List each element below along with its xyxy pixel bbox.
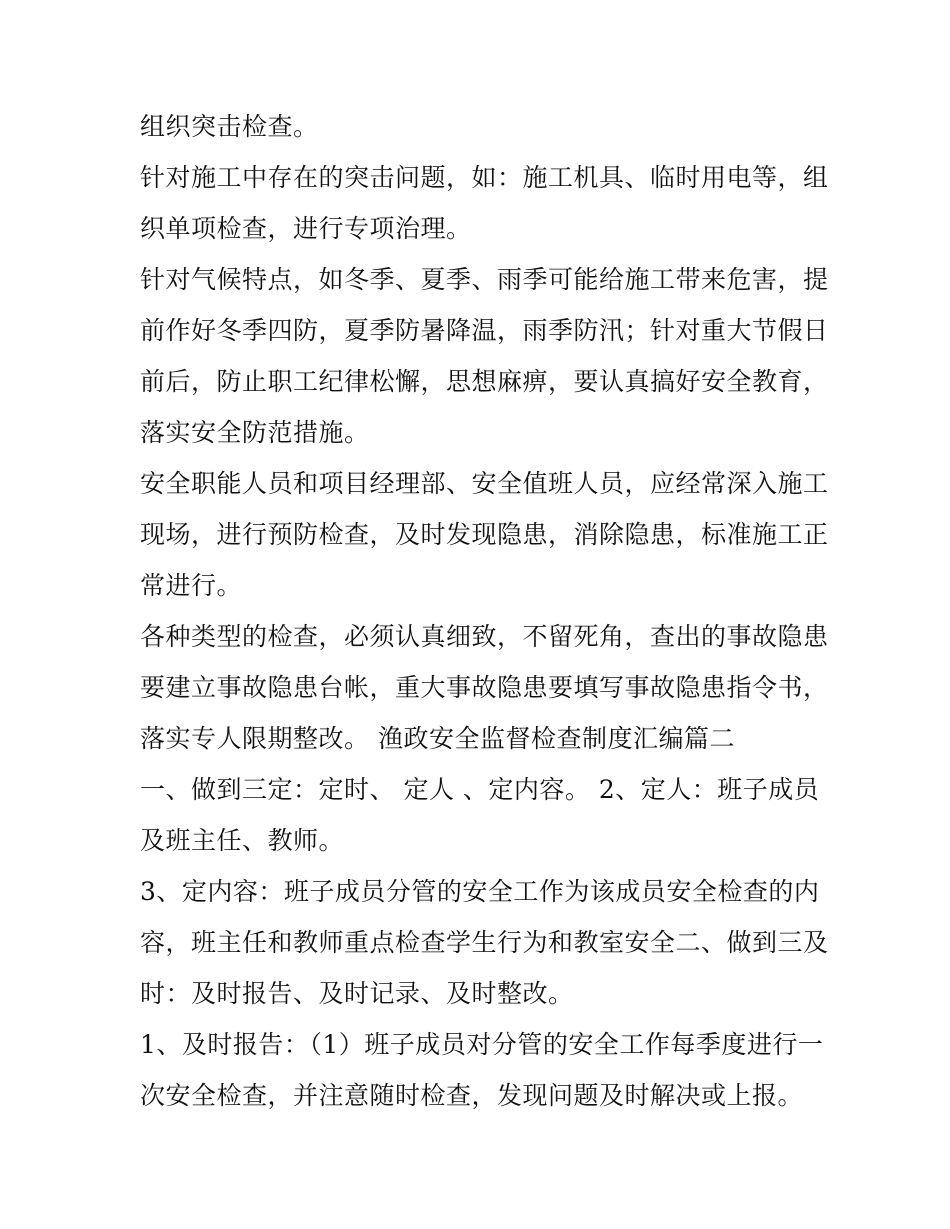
document-body xyxy=(140,101,830,1121)
text-line: 落实安全防范措施。 xyxy=(140,418,370,447)
text-line: 3、定内容：班子成员分管的安全工作为该成员安全检查的内 xyxy=(140,877,820,906)
text-line: 针对施工中存在的突击问题，如：施工机具、临时用电等，组 xyxy=(140,163,829,192)
text-line: 前后，防止职工纪律松懈，思想麻痹，要认真搞好安全教育， xyxy=(140,367,829,396)
text-line: 前作好冬季四防，夏季防暑降温，雨季防汛；针对重大节假日 xyxy=(140,316,829,345)
text-line: 针对气候特点，如冬季、夏季、雨季可能给施工带来危害，提 xyxy=(140,265,829,294)
text-line: 落实专人限期整改。 渔政安全监督检查制度汇编篇二 xyxy=(140,724,735,753)
text-line: 时：及时报告、及时记录、及时整改。 xyxy=(140,979,574,1008)
text-line: 一、做到三定：定时、 定人 、定内容。 2、定人：班子成员 xyxy=(140,775,820,804)
text-line: 组织突击检查。 xyxy=(140,112,319,141)
text-line: 安全职能人员和项目经理部、安全值班人员，应经常深入施工 xyxy=(140,469,829,498)
text-line: 次安全检查，并注意随时检查，发现问题及时解决或上报。 xyxy=(140,1081,804,1110)
text-line: 要建立事故隐患台帐，重大事故隐患要填写事故隐患指令书， xyxy=(140,673,829,702)
text-line: 常进行。 xyxy=(140,571,243,600)
text-line: 现场，进行预防检查，及时发现隐患，消除隐患，标准施工正 xyxy=(140,520,829,549)
text-line: 织单项检查，进行专项治理。 xyxy=(140,214,472,243)
text-line: 容，班主任和教师重点检查学生行为和教室安全二、做到三及 xyxy=(140,928,829,957)
text-line: 各种类型的检查，必须认真细致，不留死角，查出的事故隐患 xyxy=(140,622,829,651)
text-line: 1、及时报告：（1）班子成员对分管的安全工作每季度进行一 xyxy=(140,1030,824,1059)
text-line: 及班主任、教师。 xyxy=(140,826,345,855)
